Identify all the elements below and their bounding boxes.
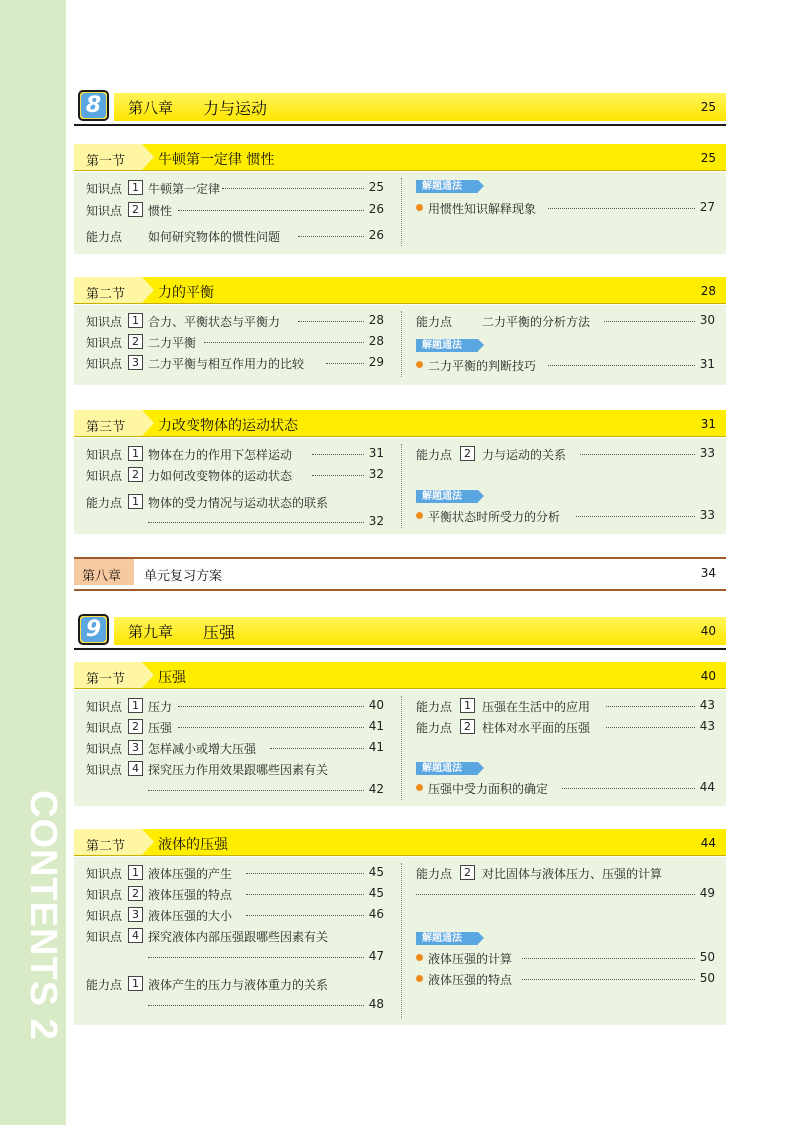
section-title: 液体的压强 — [158, 837, 228, 853]
section-label: 第三节 — [86, 420, 126, 435]
section-8-3-body — [74, 438, 726, 534]
section-page: 40 — [700, 669, 716, 683]
chapter-label: 第九章 — [128, 623, 174, 641]
chapter-8-header[interactable] — [74, 90, 726, 126]
toc-entry[interactable]: 知识点 2 压强 41 — [86, 719, 384, 735]
section-9-2-body — [74, 857, 726, 1025]
toc-entry[interactable]: 知识点 2 液体压强的特点 45 — [86, 886, 384, 902]
chapter-9-header[interactable] — [74, 614, 726, 650]
toc-entry[interactable]: 能力点 二力平衡的分析方法 30 — [416, 313, 715, 329]
toc-entry[interactable]: 平衡状态时所受力的分析 33 — [416, 508, 715, 526]
toc-entry-continued[interactable]: 47 — [86, 949, 384, 967]
chapter-page: 25 — [700, 100, 716, 114]
toc-entry[interactable]: 能力点 1 液体产生的压力与液体重力的关系 — [86, 977, 329, 992]
bullet-icon — [416, 784, 423, 791]
side-label: CONTENTS 2 — [22, 790, 64, 1041]
chapter-title: 压强 — [203, 623, 236, 642]
section-page: 31 — [700, 417, 716, 431]
section-8-3-header[interactable] — [74, 408, 726, 438]
toc-entry-continued[interactable]: 49 — [416, 886, 715, 904]
toc-entry[interactable]: 能力点 2 柱体对水平面的压强 43 — [416, 719, 715, 735]
section-8-2-header[interactable] — [74, 275, 726, 305]
section-9-1-header[interactable] — [74, 660, 726, 690]
toc-entry[interactable]: 知识点 2 二力平衡 28 — [86, 334, 384, 350]
bullet-icon — [416, 975, 423, 982]
chapter-title: 力与运动 — [203, 99, 268, 118]
toc-entry[interactable]: 能力点 1 压强在生活中的应用 43 — [416, 698, 715, 714]
toc-entry[interactable]: 能力点 2 对比固体与液体压力、压强的计算 — [416, 866, 663, 881]
toc-entry[interactable]: 知识点 3 液体压强的大小 46 — [86, 907, 384, 923]
section-9-1-body — [74, 690, 726, 806]
section-title: 力改变物体的运动状态 — [158, 418, 298, 434]
toc-entry[interactable]: 知识点 4 探究液体内部压强跟哪些因素有关 — [86, 929, 329, 944]
chapter-page: 40 — [700, 624, 716, 638]
review-label: 第八章 — [82, 569, 122, 584]
section-page: 28 — [700, 284, 716, 298]
bullet-icon — [416, 204, 423, 211]
section-title: 力的平衡 — [158, 285, 214, 301]
toc-entry[interactable]: 知识点 2 惯性 26 — [86, 202, 384, 218]
toc-entry[interactable]: 知识点 1 合力、平衡状态与平衡力 28 — [86, 313, 384, 329]
bullet-icon — [416, 361, 423, 368]
toc-entry[interactable]: 知识点 1 物体在力的作用下怎样运动 31 — [86, 446, 384, 462]
toc-entry[interactable]: 知识点 1 压力 40 — [86, 698, 384, 714]
section-label: 第一节 — [86, 154, 126, 169]
toc-entry[interactable]: 能力点 1 物体的受力情况与运动状态的联系 — [86, 495, 329, 510]
toc-entry[interactable]: 知识点 1 液体压强的产生 45 — [86, 865, 384, 881]
toc-entry[interactable]: 知识点 3 怎样减小或增大压强 41 — [86, 740, 384, 756]
section-9-2-header[interactable] — [74, 827, 726, 857]
toc-entry[interactable]: 知识点 2 力如何改变物体的运动状态 32 — [86, 467, 384, 483]
review-page: 34 — [700, 566, 716, 580]
method-tag: 解题通法 — [416, 180, 478, 193]
toc-entry[interactable]: 能力点 如何研究物体的惯性问题 26 — [86, 228, 384, 244]
method-tag: 解题通法 — [416, 339, 478, 352]
toc-entry-continued[interactable]: 32 — [86, 514, 384, 532]
method-tag: 解题通法 — [416, 932, 478, 945]
section-label: 第一节 — [86, 672, 126, 687]
toc-entry[interactable]: 知识点 4 探究压力作用效果跟哪些因素有关 — [86, 762, 329, 777]
section-label: 第二节 — [86, 287, 126, 302]
toc-entry-continued[interactable]: 48 — [86, 997, 384, 1015]
toc-entry[interactable]: 液体压强的特点 50 — [416, 971, 715, 989]
section-page: 44 — [700, 836, 716, 850]
toc-entry[interactable]: 用惯性知识解释现象 27 — [416, 200, 715, 218]
section-8-1-header[interactable] — [74, 142, 726, 172]
toc-entry[interactable]: 二力平衡的判断技巧 31 — [416, 357, 715, 375]
review-title: 单元复习方案 — [144, 569, 223, 584]
unit-review-row[interactable] — [74, 557, 726, 591]
section-label: 第二节 — [86, 839, 126, 854]
section-page: 25 — [700, 151, 716, 165]
toc-entry[interactable]: 能力点 2 力与运动的关系 33 — [416, 446, 715, 462]
chapter-number-badge: 9 — [78, 614, 109, 645]
bullet-icon — [416, 954, 423, 961]
toc-entry[interactable]: 液体压强的计算 50 — [416, 950, 715, 968]
toc-entry-continued[interactable]: 42 — [86, 782, 384, 800]
section-title: 牛顿第一定律 惯性 — [158, 152, 275, 168]
section-title: 压强 — [158, 670, 186, 686]
method-tag: 解题通法 — [416, 762, 478, 775]
chapter-label: 第八章 — [128, 99, 174, 117]
method-tag: 解题通法 — [416, 490, 478, 503]
chapter-number-badge: 8 — [78, 90, 109, 121]
section-8-2-body — [74, 305, 726, 385]
section-8-1-body — [74, 172, 726, 254]
toc-entry[interactable]: 知识点 3 二力平衡与相互作用力的比较 29 — [86, 355, 384, 371]
bullet-icon — [416, 512, 423, 519]
toc-entry[interactable]: 压强中受力面积的确定 44 — [416, 780, 715, 798]
toc-entry[interactable]: 知识点 1 牛顿第一定律 25 — [86, 180, 384, 196]
